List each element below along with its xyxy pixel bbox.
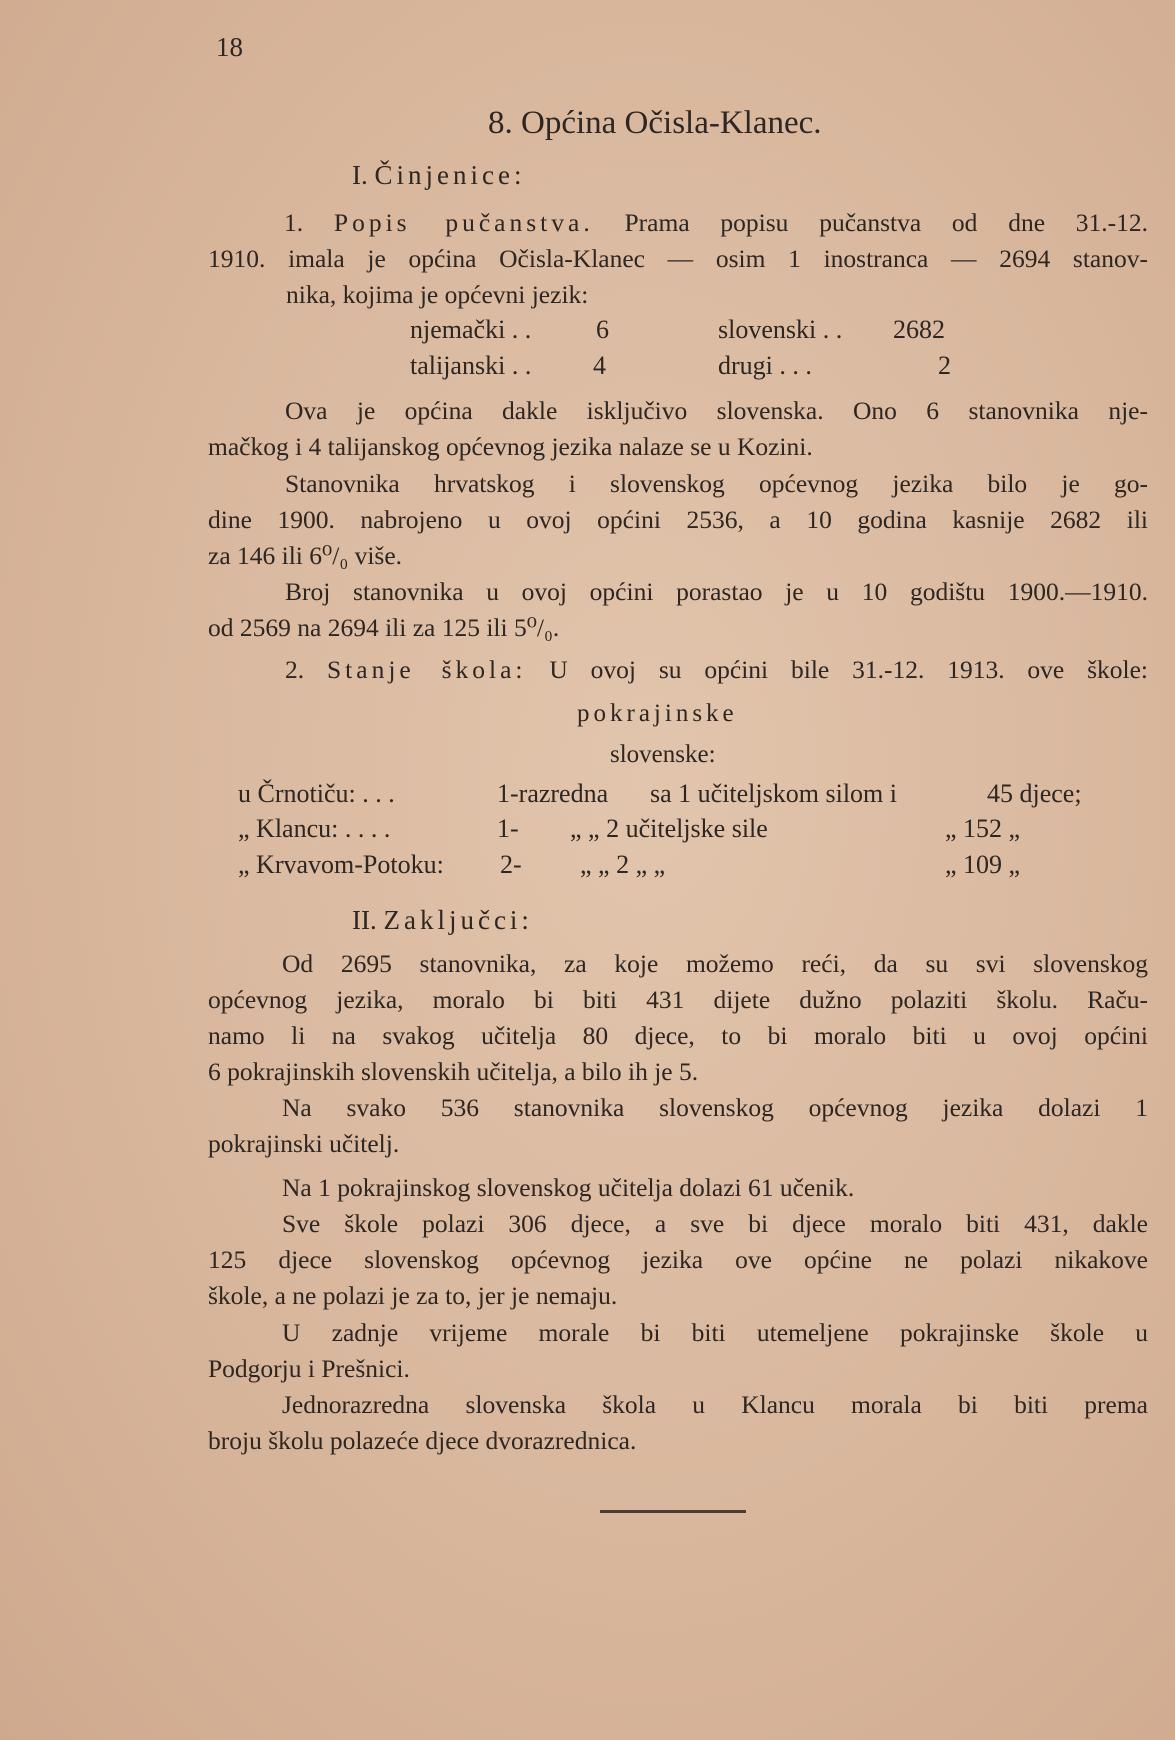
- section2-roman: II.: [352, 905, 377, 935]
- conclusion-line: škole, a ne polazi je za to, jer je nemaju.: [208, 1281, 618, 1310]
- language-name: drugi . . .: [718, 351, 812, 380]
- paragraph-line: dine 1900. nabrojeno u ovoj općini 2536, a 10 godina kasnije 2682 ili: [208, 505, 1148, 534]
- school-children: „ 109 „: [945, 850, 1021, 879]
- school-grade: 2-: [500, 850, 522, 879]
- conclusion-line: Sve škole polazi 306 djece, a sve bi djece moralo biti 431, dakle: [282, 1209, 1148, 1238]
- language-name: talijanski . .: [410, 351, 532, 380]
- conclusion-line: namo li na svakog učitelja 80 djece, to bi moralo biti u ovoj općini: [208, 1021, 1148, 1050]
- conclusion-line: broju školu polazeće djece dvorazrednica.: [208, 1426, 637, 1455]
- conclusion-line: Na 1 pokrajinskog slovenskog učitelja dolazi 61 učenik.: [282, 1173, 855, 1202]
- school-teachers: „ „ 2 „ „: [580, 850, 666, 879]
- school-heading-1: pokrajinske: [577, 700, 738, 727]
- section1-label: Činjenice:: [374, 160, 526, 190]
- language-count: 2: [938, 351, 951, 380]
- conclusion-line: općevnog jezika, moralo bi biti 431 dijete dužno polaziti školu. Raču-: [208, 985, 1148, 1014]
- school-teachers: sa 1 učiteljskom silom i: [650, 779, 897, 808]
- school-teachers: „ „ 2 učiteljske sile: [570, 814, 768, 843]
- language-count: 4: [593, 351, 606, 380]
- conclusion-line: Podgorju i Prešnici.: [208, 1354, 410, 1383]
- end-rule: [600, 1510, 746, 1513]
- school-heading-2: slovenske:: [610, 741, 716, 768]
- school-children: „ 152 „: [945, 814, 1021, 843]
- conclusion-line: Od 2695 stanovnika, za koje možemo reći, da su svi slovenskog: [282, 949, 1148, 978]
- popis-line-2: 1910. imala je općina Očisla-Klanec — osim 1 inostranca — 2694 stanov-: [208, 244, 1148, 273]
- language-count: 2682: [893, 315, 945, 344]
- school-grade: 1-razredna: [497, 779, 609, 808]
- section1-roman: I.: [352, 160, 368, 190]
- section2-heading: [352, 905, 533, 936]
- page-title: 8. Općina Očisla-Klanec.: [488, 105, 822, 141]
- school-place: u Črnotiču: . . .: [238, 779, 395, 808]
- language-name: slovenski . .: [718, 315, 843, 344]
- paragraph-line: za 146 ili 6⁰/₀ više.: [208, 541, 403, 570]
- stanje-label: Stanje škola:: [327, 655, 527, 684]
- paragraph-line: od 2569 na 2694 ili za 125 ili 5⁰/₀.: [208, 613, 560, 642]
- popis-line-3: nika, kojima je općevni jezik:: [286, 280, 589, 309]
- conclusion-line: pokrajinski učitelj.: [208, 1129, 400, 1158]
- popis-line-1: 1. Popis pučanstva. Prama popisu pučanstva od dne 31.-12.: [284, 208, 1149, 237]
- page-number: 18: [216, 32, 243, 62]
- school-children: 45 djece;: [987, 779, 1082, 808]
- conclusion-line: 125 djece slovenskog općevnog jezika ove općine ne polazi nikakove: [208, 1245, 1148, 1274]
- paragraph-line: mačkog i 4 talijanskog općevnog jezika nalaze se u Kozini.: [208, 432, 813, 461]
- popis-label: Popis pučanstva.: [333, 208, 594, 237]
- conclusion-line: Jednorazredna slovenska škola u Klancu morala bi biti prema: [282, 1390, 1148, 1419]
- conclusion-line: Na svako 536 stanovnika slovenskog općevnog jezika dolazi 1: [282, 1093, 1148, 1122]
- paragraph-line: Stanovnika hrvatskog i slovenskog općevnog jezika bilo je go-: [285, 469, 1148, 498]
- school-place: „ Klancu: . . . .: [238, 814, 391, 843]
- paragraph-line: Ova je općina dakle isključivo slovenska. Ono 6 stanovnika nje-: [285, 396, 1148, 425]
- conclusion-line: U zadnje vrijeme morale bi biti utemeljene pokrajinske škole u: [282, 1318, 1148, 1347]
- school-place: „ Krvavom-Potoku:: [238, 850, 444, 879]
- language-name: njemački . .: [410, 315, 532, 344]
- section1-heading: [352, 160, 525, 191]
- section2-label: Zaključci:: [383, 905, 533, 935]
- stanje-line: 2. Stanje škola: U ovoj su općini bile 31.-12. 1913. ove škole:: [285, 655, 1149, 684]
- language-count: 6: [596, 315, 609, 344]
- paragraph-line: Broj stanovnika u ovoj općini porastao je u 10 godištu 1900.—1910.: [285, 577, 1148, 606]
- school-grade: 1-: [497, 814, 519, 843]
- conclusion-line: 6 pokrajinskih slovenskih učitelja, a bilo ih je 5.: [208, 1057, 699, 1086]
